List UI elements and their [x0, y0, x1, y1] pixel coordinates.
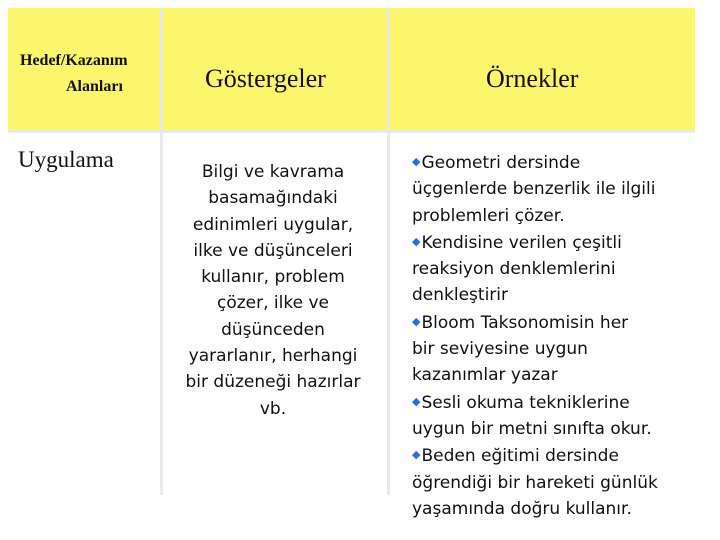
- header-goal-areas-line1: Hedef/Kazanım: [20, 52, 128, 69]
- row-category-cell: [8, 133, 160, 495]
- indicator-line: edinimleri uygular,: [192, 214, 354, 235]
- indicator-line: düşünceden: [221, 319, 325, 340]
- example-line: öğrendiği bir hareketi günlük: [412, 472, 658, 493]
- example-line: ◆Geometri dersinde: [412, 153, 581, 173]
- indicator-line: yararlanır, herhangi: [188, 346, 358, 367]
- indicators-cell: [163, 133, 387, 495]
- example-line: kazanımlar yazar: [412, 365, 558, 386]
- examples-list: [412, 149, 712, 522]
- example-line: ◆Bloom Taksonomisin her: [412, 312, 629, 333]
- header-goal-areas-line2: Alanları: [66, 78, 123, 95]
- example-line: yaşamında doğru kullanır.: [412, 498, 632, 519]
- example-line: ◆Kendisine verilen çeşitli: [412, 232, 622, 253]
- example-line: uygun bir metni sınıfta okur.: [412, 418, 652, 439]
- indicator-line: çözer, ilke ve: [217, 293, 329, 314]
- indicator-line: kullanır, problem: [201, 267, 345, 288]
- example-line: ◆Beden eğitimi dersinde: [412, 446, 619, 467]
- example-line: denkleştirir: [412, 285, 508, 306]
- example-line: bir seviyesine uygun: [412, 339, 588, 360]
- examples-cell: [390, 133, 695, 519]
- indicator-line: basamağındaki: [208, 188, 338, 209]
- header-examples: [390, 8, 695, 130]
- indicator-line: bir düzeneği hazırlar: [185, 372, 361, 393]
- header-examples-label: Örnekler: [486, 64, 579, 93]
- diamond-bullet-icon: ◆: [412, 234, 421, 248]
- example-line: üçgenlerde benzerlik ile ilgili: [412, 179, 656, 200]
- example-line: ◆Sesli okuma tekniklerine: [412, 392, 630, 413]
- indicator-line: Bilgi ve kavrama: [201, 162, 345, 182]
- indicator-line: vb.: [259, 398, 287, 419]
- diamond-bullet-icon: ◆: [412, 448, 421, 462]
- example-line: reaksiyon denklemlerini: [412, 259, 616, 280]
- header-indicators: [163, 8, 387, 130]
- header-indicators-label: Göstergeler: [205, 64, 326, 93]
- example-line: problemleri çözer.: [412, 205, 565, 226]
- row-category-label: Uygulama: [18, 147, 114, 172]
- indicators-text: [167, 159, 379, 422]
- diamond-bullet-icon: ◆: [412, 155, 421, 168]
- diamond-bullet-icon: ◆: [412, 314, 421, 328]
- indicator-line: ilke ve düşünceleri: [193, 240, 353, 261]
- diamond-bullet-icon: ◆: [412, 394, 421, 408]
- header-goal-areas: [8, 8, 160, 130]
